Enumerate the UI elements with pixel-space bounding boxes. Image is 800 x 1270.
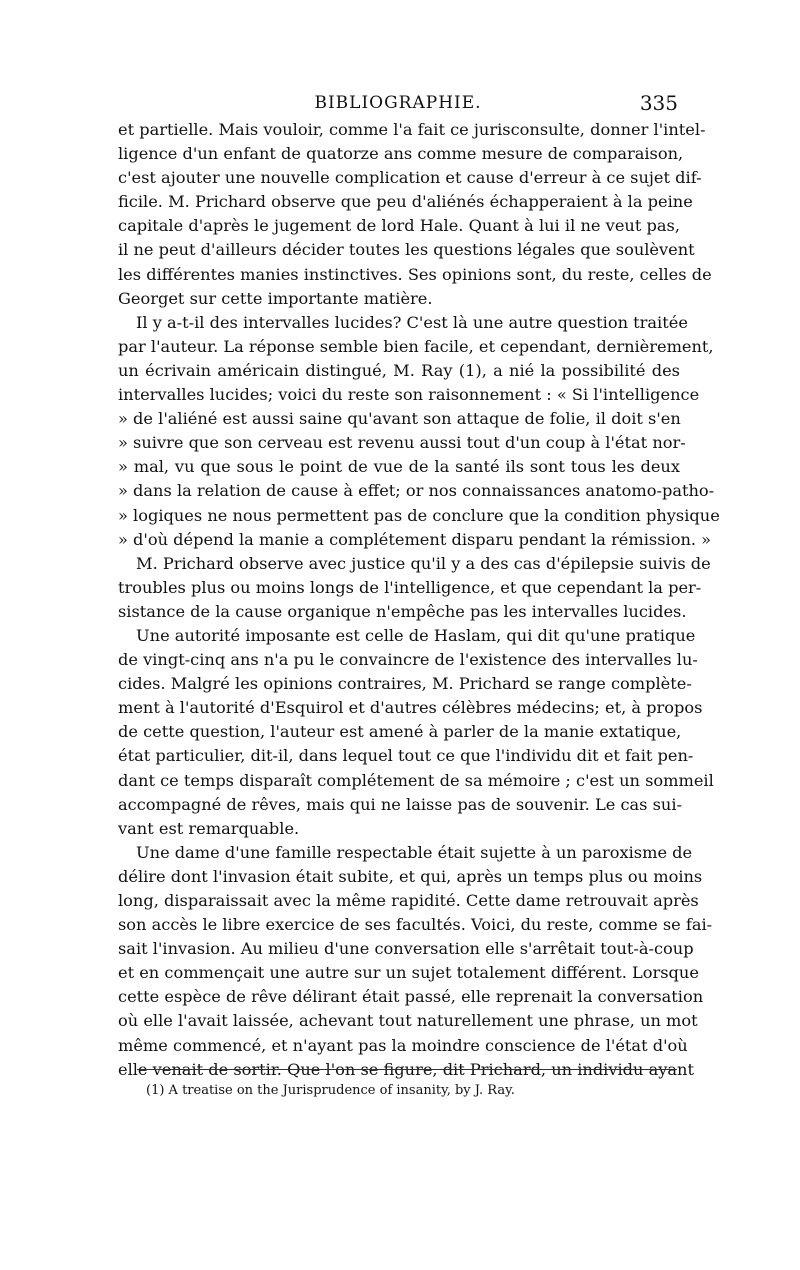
text-line: de cette question, l'auteur est amené à parler de la manie extatique, (118, 722, 682, 742)
text-line: son accès le libre exercice de ses facultés. Voici, du reste, comme se fai- (118, 915, 713, 935)
text-line: délire dont l'invasion était subite, et qui, après un temps plus ou moins (118, 866, 703, 886)
text-line: accompagné de rêves, mais qui ne laisse pas de souvenir. Le cas sui- (118, 794, 683, 814)
text-line: intervalles lucides; voici du reste son raisonnement : « Si l'intelligence (118, 385, 700, 405)
text-line: un écrivain américain distingué, M. Ray (1), a nié la possibilité des (118, 360, 680, 380)
page-number: 335 (639, 91, 678, 115)
text-line: dant ce temps disparaît complétement de sa mémoire ; c'est un sommeil (118, 770, 714, 790)
text-line: ligence d'un enfant de quatorze ans comme mesure de comparaison, (118, 144, 684, 164)
text-line: long, disparaissait avec la même rapidité. Cette dame retrouvait après (118, 891, 699, 910)
text-line: » mal, vu que sous le point de vue de la santé ils sont tous les deux (118, 457, 680, 477)
text-line: où elle l'avait laissée, achevant tout naturellement une phrase, un mot (118, 1011, 698, 1031)
text-line: » d'où dépend la manie a complétement disparu pendant la rémission. » (118, 529, 712, 549)
body-text (118, 118, 720, 1082)
footnote: (1) A treatise on the Jurisprudence of insanity, by J. Ray. (146, 1083, 515, 1098)
text-line: » suivre que son cerveau est revenu aussi tout d'un coup à l'état nor- (118, 433, 686, 453)
text-line: Georget sur cette importante matière. (118, 288, 433, 308)
text-line: » logiques ne nous permettent pas de conclure que la condition physique (118, 505, 720, 525)
footnote-rule (137, 1069, 677, 1070)
text-line: Une autorité imposante est celle de Haslam, qui dit qu'une pratique (136, 625, 696, 645)
text-line: état particulier, dit-il, dans lequel tout ce que l'individu dit et fait pen- (118, 746, 694, 766)
text-line: même commencé, et n'ayant pas la moindre conscience de l'état d'où (118, 1035, 688, 1055)
text-line: cides. Malgré les opinions contraires, M. Prichard se range complète- (118, 674, 692, 694)
text-line: cette espèce de rêve délirant était passé, elle reprenait la conversation (118, 987, 704, 1007)
text-line: » de l'aliéné est aussi saine qu'avant son attaque de folie, il doit s'en (118, 409, 681, 429)
text-line: sistance de la cause organique n'empêche pas les intervalles lucides. (118, 601, 687, 621)
text-line: sait l'invasion. Au milieu d'une conversation elle s'arrêtait tout-à-coup (118, 939, 694, 959)
text-line: Il y a-t-il des intervalles lucides? C'est là une autre question traitée (136, 312, 688, 332)
text-line: les différentes manies instinctives. Ses opinions sont, du reste, celles de (118, 264, 712, 284)
running-title: BIBLIOGRAPHIE. (314, 93, 482, 113)
text-line: vant est remarquable. (118, 818, 300, 838)
text-line: troubles plus ou moins longs de l'intelligence, et que cependant la per- (118, 577, 702, 597)
text-line: M. Prichard observe avec justice qu'il y a des cas d'épilepsie suivis de (136, 553, 711, 573)
text-line: il ne peut d'ailleurs décider toutes les questions légales que soulèvent (118, 240, 695, 260)
text-line: elle venait de sortir. Que l'on se figure, dit Prichard, un individu ayant (118, 1059, 694, 1079)
text-line: et partielle. Mais vouloir, comme l'a fait ce jurisconsulte, donner l'intel- (118, 120, 706, 139)
text-line: capitale d'après le jugement de lord Hale. Quant à lui il ne veut pas, (118, 216, 680, 236)
page-header (118, 93, 678, 117)
text-line: ficile. M. Prichard observe que peu d'aliénés échapperaient à la peine (118, 192, 693, 212)
text-line: et en commençait une autre sur un sujet totalement différent. Lorsque (118, 963, 699, 983)
text-line: » dans la relation de cause à effet; or nos connaissances anatomo-patho- (118, 481, 715, 501)
text-line: par l'auteur. La réponse semble bien facile, et cependant, dernièrement, (118, 336, 714, 356)
text-line: de vingt-cinq ans n'a pu le convaincre de l'existence des intervalles lu- (118, 650, 698, 670)
text-line: Une dame d'une famille respectable était sujette à un paroxisme de (136, 842, 693, 862)
text-line: ment à l'autorité d'Esquirol et d'autres célèbres médecins; et, à propos (118, 698, 703, 718)
text-line: c'est ajouter une nouvelle complication et cause d'erreur à ce sujet dif- (118, 168, 702, 188)
